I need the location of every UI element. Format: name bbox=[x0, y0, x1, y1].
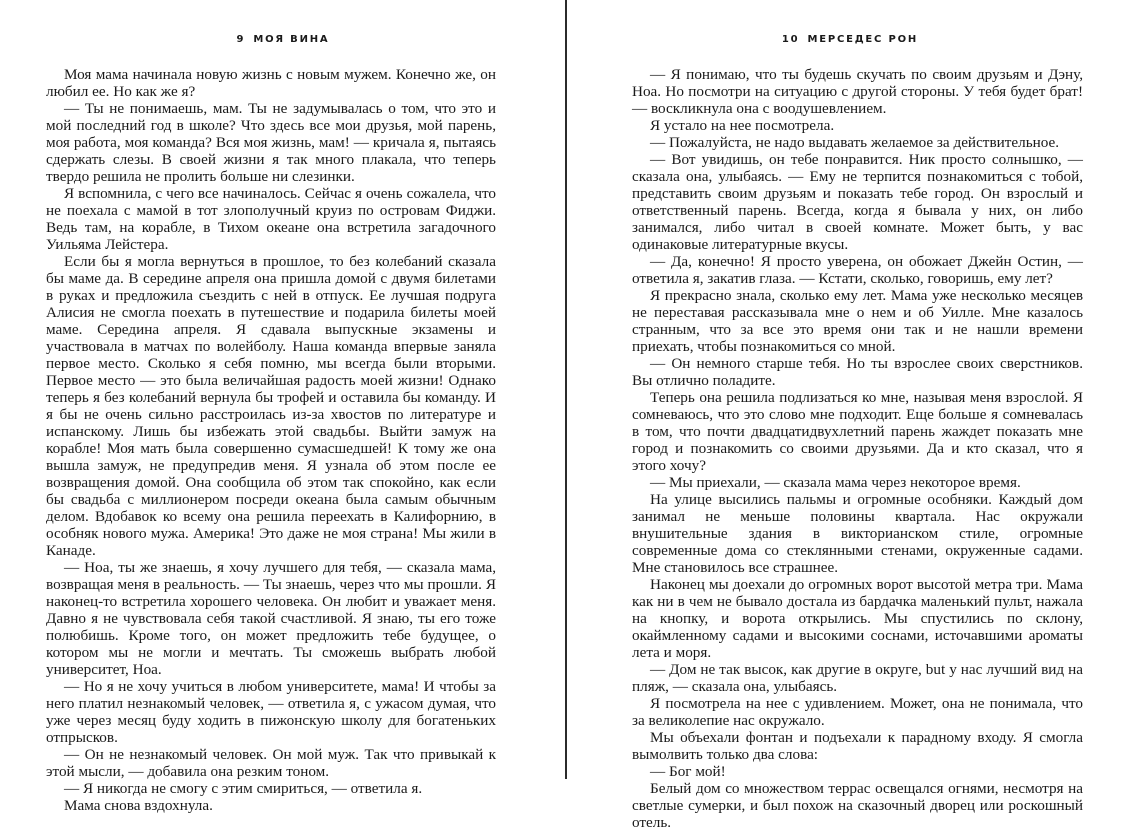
right-body-text bbox=[632, 66, 1083, 831]
paragraph: — Дом не так высок, как другие в округе, but у нас лучший вид на пляж, — сказала она, улыбаясь. bbox=[632, 661, 1083, 695]
paragraph: — Но я не хочу учиться в любом университете, мама! И чтобы за него платил незнакомый человек, — ответила я, с ужасом думая, что уже через месяц буду ходить в пижонскую школу для богатеньких отпрысков. bbox=[46, 678, 496, 746]
paragraph: — Ты не понимаешь, мам. Ты не задумывалась о том, что это и мой последний год в школе? Что здесь все мои друзья, мой парень, моя работа, моя команда? Вся моя жизнь, мам! — кричала я, пытаясь сдержать слезы. В своей жизни я так много плакала, что теперь твердо решила не пролить больше ни слезинки. bbox=[46, 100, 496, 185]
paragraph: — Он немного старше тебя. Но ты взрослее своих сверстников. Вы отлично поладите. bbox=[632, 355, 1083, 389]
paragraph: Моя мама начинала новую жизнь с новым мужем. Конечно же, он любил ее. Но как же я? bbox=[46, 66, 496, 100]
paragraph: Если бы я могла вернуться в прошлое, то без колебаний сказала бы маме да. В середине апреля она пришла домой с двумя билетами в руках и предложила съездить с ней в отпуск. Ее лучшая подруга Алисия не смогла поехать в путешествие и подарила билеты моей маме. Середина апреля. Я сдавала выпускные экзамены и участвовала в матчах по волейболу. Наша команда впервые заняла первое место. Сколько я себя помню, мы всегда были вторыми. Первое место — это была величайшая радость моей жизни! Однако теперь я без колебаний вернула бы трофей и оставила бы команду. И я бы не очень сильно расстроилась из-за хвостов по литературе и испанскому. Лишь бы избежать этой свадьбы. Выйти замуж на корабле! Моя мать была совершенно сумасшедшей! К тому же она вышла замуж, не предупредив меня. Я узнала об этом после ее возвращения домой. Она сообщила об этом так спокойно, как если бы свадьба с миллионером посреди океана была самым обычным делом. Вдобавок ко всему она решила переехать в Калифорнию, в особняк нового мужа. Америка! Это даже не моя страна! Мы жили в Канаде. bbox=[46, 253, 496, 559]
right-running-head bbox=[567, 34, 1133, 45]
paragraph: — Бог мой! bbox=[650, 763, 726, 780]
left-running-title: МОЯ ВИНА bbox=[253, 34, 330, 45]
paragraph: — Пожалуйста, не надо выдавать желаемое за действительное. bbox=[650, 134, 1060, 151]
paragraph: Я посмотрела на нее с удивлением. Может, она не понимала, что за великолепие нас окружало. bbox=[632, 695, 1083, 729]
paragraph: — Мы приехали, — сказала мама через некоторое время. bbox=[650, 474, 1021, 491]
paragraph: — Вот увидишь, он тебе понравится. Ник просто солнышко, — сказала она, улыбаясь. — Ему не терпится познакомиться с тобой, представить своим друзьям и показать тебе город. Он взрослый и ответственный парень. Всегда, когда я бывала у них, он либо занимался, либо читал в своей комнате. Может быть, у вас одинаковые литературные вкусы. bbox=[632, 151, 1083, 253]
paragraph: — Да, конечно! Я просто уверена, он обожает Джейн Остин, — ответила я, закатив глаза. — Кстати, сколько, говоришь, ему лет? bbox=[632, 253, 1083, 287]
left-running-head bbox=[0, 34, 566, 45]
paragraph: Мама снова вздохнула. bbox=[64, 797, 213, 814]
paragraph: — Ноа, ты же знаешь, я хочу лучшего для тебя, — сказала мама, возвращая меня в реальность. — Ты знаешь, через что мы прошли. Я наконец-то встретила хорошего человека. Он любит и уважает меня. Давно я не чувствовала себя такой счастливой. Я знаю, ты его тоже полюбишь. Кроме того, он может предложить тебе будущее, о котором мы не могли и мечтать. Ты сможешь выбрать любой университет, Ноа. bbox=[46, 559, 496, 678]
paragraph: — Я понимаю, что ты будешь скучать по своим друзьям и Дэну, Ноа. Но посмотри на ситуацию с другой стороны. У тебя будет брат! — воскликнула она с воодушевлением. bbox=[632, 66, 1083, 117]
paragraph: Мы объехали фонтан и подъехали к парадному входу. Я смогла вымолвить только два слова: bbox=[632, 729, 1083, 763]
paragraph: Белый дом со множеством террас освещался огнями, несмотря на светлые сумерки, и был похож на сказочный дворец или роскошный отель. bbox=[632, 780, 1083, 831]
paragraph: Я вспомнила, с чего все начиналось. Сейчас я очень сожалела, что не поехала с мамой в тот злополучный круиз по островам Фиджи. Ведь там, на корабле, в Тихом океане она встретила загадочного Уильяма Лейстера. bbox=[46, 185, 496, 253]
right-page-number: 10 bbox=[781, 34, 800, 45]
paragraph: Я прекрасно знала, сколько ему лет. Мама уже несколько месяцев не переставая рассказывала мне о нем и об Уилле. Мне казалось странным, что за все это время они так и не нашли времени приехать, чтобы познакомиться со мной. bbox=[632, 287, 1083, 355]
right-page bbox=[567, 0, 1133, 831]
left-body-text bbox=[46, 66, 496, 814]
left-page bbox=[0, 0, 566, 814]
paragraph: Наконец мы доехали до огромных ворот высотой метра три. Мама как ни в чем не бывало достала из бардачка маленький пульт, нажала на кнопку, и ворота открылись. Мы спустились по склону, окаймленному садами и высокими соснами, источавшими ароматы лета и моря. bbox=[632, 576, 1083, 661]
paragraph: Теперь она решила подлизаться ко мне, называя меня взрослой. Я сомневаюсь, что это слово мне подходит. Еще больше я сомневалась в том, что почти двадцатидвухлетний парень жаждет показать мне город и познакомить со своими друзьями. Да и кто сказал, что я этого хочу? bbox=[632, 389, 1083, 474]
paragraph: — Он не незнакомый человек. Он мой муж. Так что привыкай к этой мысли, — добавила она резким тоном. bbox=[46, 746, 496, 780]
left-page-number: 9 bbox=[236, 34, 246, 45]
paragraph: — Я никогда не смогу с этим смириться, — ответила я. bbox=[64, 780, 423, 797]
right-running-title: МЕРСЕДЕС РОН bbox=[807, 34, 919, 45]
paragraph: На улице высились пальмы и огромные особняки. Каждый дом занимал не меньше половины квартала. Нас окружали внушительные здания в викторианском стиле, огромные современные дома со стеклянными стенами, окруженные садами. Мне становилось все страшнее. bbox=[632, 491, 1083, 576]
paragraph: Я устало на нее посмотрела. bbox=[650, 117, 835, 134]
